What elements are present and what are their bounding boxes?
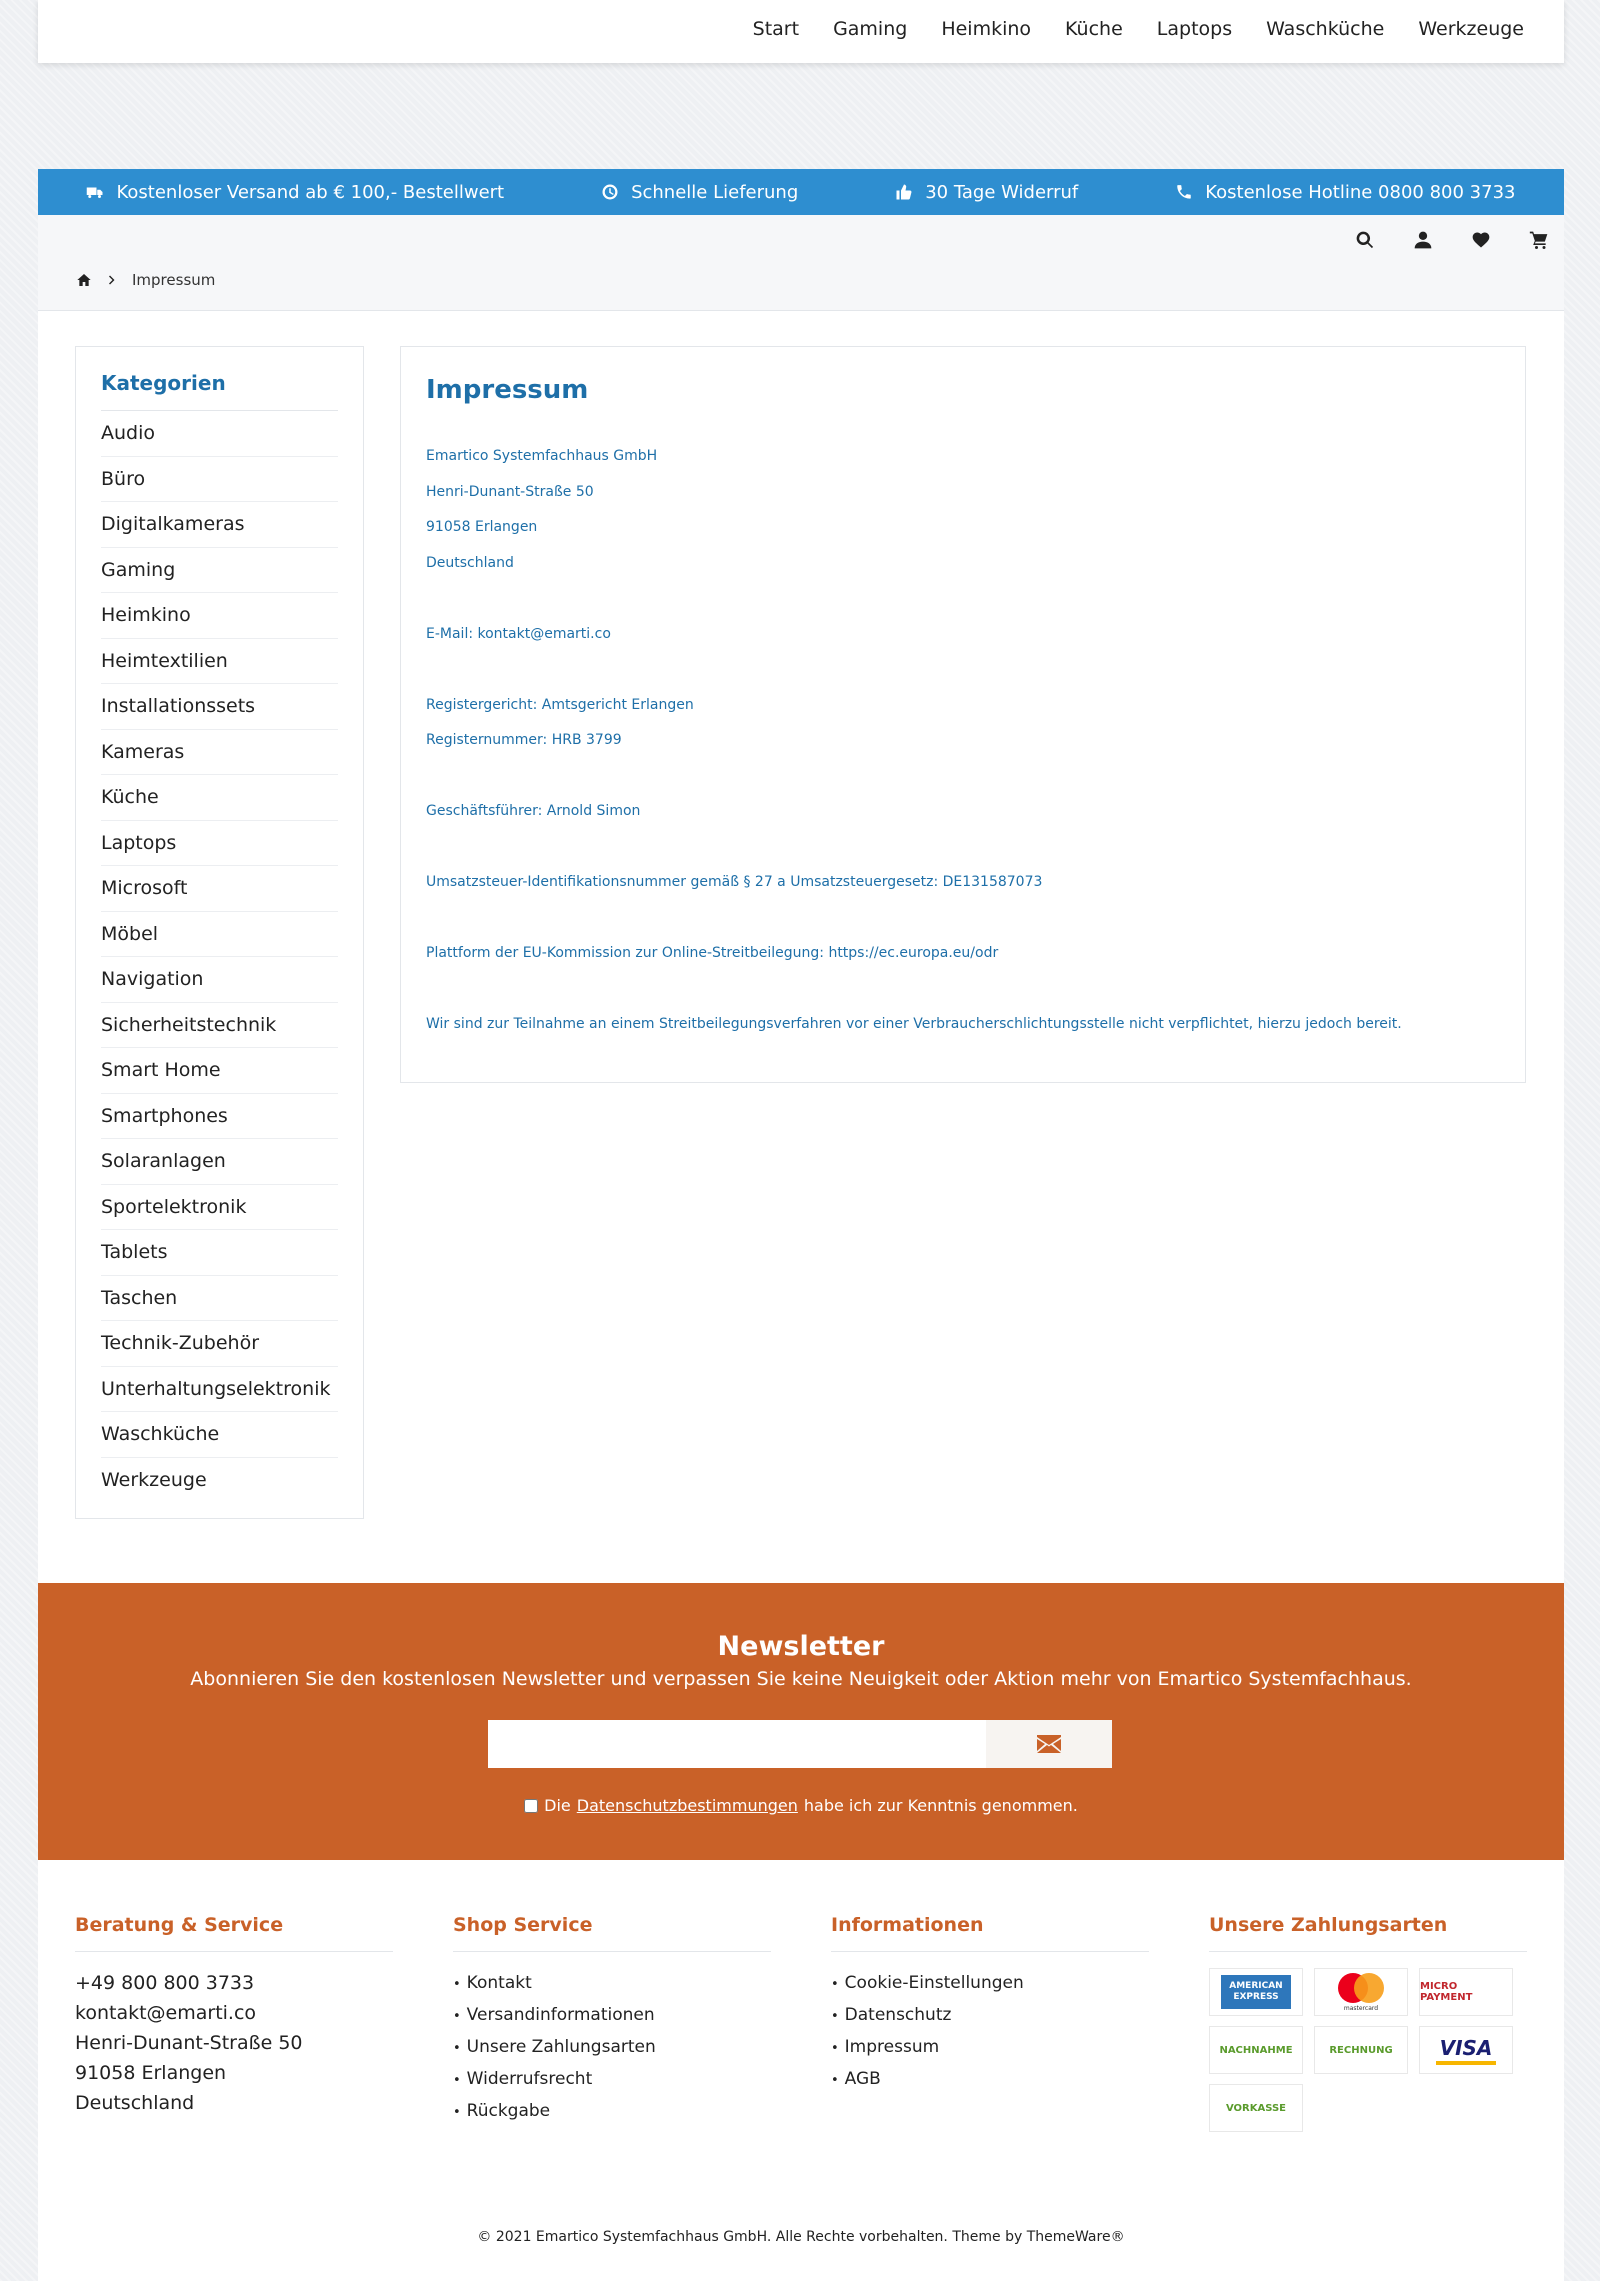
envelope-icon	[1037, 1735, 1061, 1753]
heart-icon	[1471, 230, 1491, 250]
breadcrumb	[76, 271, 215, 289]
company-country: Deutschland	[426, 554, 514, 571]
vorkasse-logo: VORKASSE	[1209, 2084, 1303, 2132]
footer-payment-column	[1209, 1914, 1527, 2132]
phone-icon	[1175, 183, 1193, 201]
newsletter-submit-button[interactable]	[986, 1720, 1112, 1768]
search-button[interactable]	[1350, 225, 1380, 255]
footer-link-agb[interactable]: • AGB	[831, 2064, 1149, 2096]
category-item[interactable]: Unterhaltungselektronik	[101, 1367, 338, 1413]
top-navigation	[38, 0, 1564, 63]
footer-link-impressum[interactable]: • Impressum	[831, 2032, 1149, 2064]
newsletter-section	[38, 1583, 1564, 1860]
company-street: Henri-Dunant-Straße 50	[426, 483, 594, 500]
user-icon	[1413, 230, 1433, 250]
amex-logo: AMERICAN EXPRESS	[1209, 1968, 1303, 2016]
usp-returns	[895, 182, 1078, 203]
page-container	[38, 169, 1564, 2281]
nav-item-kueche[interactable]: Küche	[1065, 18, 1123, 40]
visa-logo: VISA	[1419, 2026, 1513, 2074]
category-item[interactable]: Sportelektronik	[101, 1185, 338, 1231]
nav-item-start[interactable]: Start	[752, 18, 800, 40]
footer-city: 91058 Erlangen	[75, 2062, 227, 2084]
dispute-notice: Wir sind zur Teilnahme an einem Streitbeilegungsverfahren vor einer Verbraucherschlichtungsstelle nicht verpflichtet, hierzu jedoch bereit.	[426, 1016, 1402, 1032]
usp-shipping-text: Kostenloser Versand ab € 100,- Bestellwert	[116, 181, 505, 203]
nav-item-gaming[interactable]: Gaming	[833, 18, 908, 40]
category-item[interactable]: Tablets	[101, 1230, 338, 1276]
newsletter-subtitle: Abonnieren Sie den kostenlosen Newsletter und verpassen Sie keine Neuigkeit oder Aktion mehr von Emartico Systemfachhaus.	[190, 1668, 1412, 1690]
vat-id: Umsatzsteuer-Identifikationsnummer gemäß § 27 a Umsatzsteuergesetz: DE131587073	[426, 874, 1043, 890]
thumbs-up-icon	[895, 183, 913, 201]
wishlist-button[interactable]	[1466, 225, 1496, 255]
category-item[interactable]: Heimtextilien	[101, 639, 338, 685]
category-item[interactable]: Solaranlagen	[101, 1139, 338, 1185]
footer-email[interactable]: kontakt@emarti.co	[75, 2002, 257, 2024]
footer-shop-column	[453, 1914, 771, 2128]
category-item[interactable]: Büro	[101, 457, 338, 503]
company-city: 91058 Erlangen	[426, 519, 538, 535]
home-icon[interactable]	[76, 272, 92, 288]
consent-suffix: habe ich zur Kenntnis genommen.	[803, 1796, 1078, 1815]
cart-button[interactable]	[1524, 225, 1554, 255]
footer-link-zahlungsarten[interactable]: • Unsere Zahlungsarten	[453, 2032, 771, 2064]
usp-delivery	[601, 182, 798, 203]
account-button[interactable]	[1408, 225, 1438, 255]
odr-platform: Plattform der EU-Kommission zur Online-Streitbeilegung: https://ec.europa.eu/odr	[426, 945, 999, 961]
footer-service-title: Beratung & Service	[75, 1914, 393, 1952]
privacy-checkbox[interactable]	[524, 1799, 538, 1813]
company-name: Emartico Systemfachhaus GmbH	[426, 448, 658, 464]
nav-item-laptops[interactable]: Laptops	[1156, 18, 1233, 40]
nav-item-waschkueche[interactable]: Waschküche	[1266, 18, 1385, 40]
footer-link-cookies[interactable]: • Cookie-Einstellungen	[831, 1968, 1149, 2000]
category-item[interactable]: Digitalkameras	[101, 502, 338, 548]
footer-payment-title: Unsere Zahlungsarten	[1209, 1914, 1527, 1952]
footer-phone[interactable]: +49 800 800 3733	[75, 1972, 255, 1994]
category-item[interactable]: Waschküche	[101, 1412, 338, 1458]
category-item[interactable]: Laptops	[101, 821, 338, 867]
category-item[interactable]: Küche	[101, 775, 338, 821]
category-item[interactable]: Taschen	[101, 1276, 338, 1322]
privacy-link[interactable]: Datenschutzbestimmungen	[576, 1796, 798, 1815]
usp-shipping	[86, 182, 504, 203]
category-item[interactable]: Audio	[101, 411, 338, 457]
footer-link-versand[interactable]: • Versandinformationen	[453, 2000, 771, 2032]
footer-info-column	[831, 1914, 1149, 2096]
footer-link-kontakt[interactable]: • Kontakt	[453, 1968, 771, 2000]
copyright: © 2021 Emartico Systemfachhaus GmbH. Alle Rechte vorbehalten. Theme by ThemeWare®	[477, 2229, 1125, 2245]
footer-link-widerruf[interactable]: • Widerrufsrecht	[453, 2064, 771, 2096]
cart-icon	[1529, 230, 1549, 250]
register-court: Registergericht: Amtsgericht Erlangen	[426, 696, 694, 713]
nav-item-werkzeuge[interactable]: Werkzeuge	[1418, 18, 1524, 40]
category-item[interactable]: Heimkino	[101, 593, 338, 639]
newsletter-form	[488, 1720, 1112, 1768]
category-item[interactable]: Gaming	[101, 548, 338, 594]
footer-shop-title: Shop Service	[453, 1914, 771, 1952]
clock-icon	[601, 183, 619, 201]
category-item[interactable]: Möbel	[101, 912, 338, 958]
category-item[interactable]: Smartphones	[101, 1094, 338, 1140]
mastercard-logo: mastercard	[1314, 1968, 1408, 2016]
consent-prefix: Die	[544, 1796, 571, 1815]
newsletter-title: Newsletter	[717, 1631, 885, 1662]
footer-street: Henri-Dunant-Straße 50	[75, 2032, 303, 2054]
newsletter-consent	[38, 1796, 1564, 1815]
search-icon	[1355, 230, 1375, 250]
header	[38, 215, 1564, 311]
footer-service-column	[75, 1914, 393, 2118]
truck-icon	[86, 183, 104, 201]
impressum-content	[400, 346, 1526, 1083]
usp-bar	[38, 169, 1564, 215]
category-item[interactable]: Smart Home	[101, 1048, 338, 1094]
rechnung-logo: RECHNUNG	[1314, 2026, 1408, 2074]
usp-hotline	[1175, 182, 1515, 203]
category-item[interactable]: Sicherheitstechnik	[101, 1003, 338, 1049]
header-actions	[1350, 225, 1554, 255]
category-item[interactable]: Installationssets	[101, 684, 338, 730]
micropayment-logo: MICRO PAYMENT	[1419, 1968, 1513, 2016]
nav-item-heimkino[interactable]: Heimkino	[941, 18, 1032, 40]
nachnahme-logo: NACHNAHME	[1209, 2026, 1303, 2074]
managing-director: Geschäftsführer: Arnold Simon	[426, 803, 641, 819]
newsletter-email-input[interactable]	[488, 1720, 986, 1768]
category-item[interactable]: Werkzeuge	[101, 1468, 207, 1491]
sidebar-title: Kategorien	[101, 371, 338, 411]
page-title: Impressum	[426, 375, 589, 405]
breadcrumb-current[interactable]: Impressum	[132, 271, 216, 289]
footer-info-title: Informationen	[831, 1914, 1149, 1952]
chevron-right-icon	[106, 274, 118, 286]
footer-link-datenschutz[interactable]: • Datenschutz	[831, 2000, 1149, 2032]
usp-hotline-text: Kostenlose Hotline 0800 800 3733	[1205, 181, 1516, 203]
category-item[interactable]: Microsoft	[101, 866, 338, 912]
category-item[interactable]: Navigation	[101, 957, 338, 1003]
footer-country: Deutschland	[75, 2092, 195, 2114]
category-item[interactable]: Technik-Zubehör	[101, 1321, 338, 1367]
footer-link-rueckgabe[interactable]: • Rückgabe	[453, 2096, 771, 2128]
company-email: E-Mail: kontakt@emarti.co	[426, 625, 611, 642]
category-sidebar	[75, 346, 364, 1519]
usp-delivery-text: Schnelle Lieferung	[631, 181, 799, 203]
category-item[interactable]: Kameras	[101, 730, 338, 776]
usp-returns-text: 30 Tage Widerruf	[925, 181, 1079, 203]
register-number: Registernummer: HRB 3799	[426, 732, 622, 748]
